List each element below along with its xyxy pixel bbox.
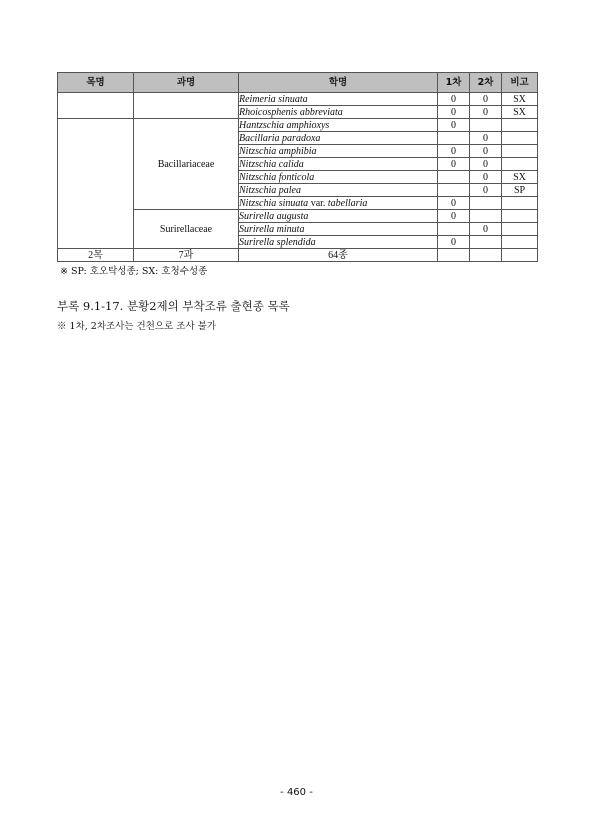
remarks-cell [502,223,538,236]
table-footnote: ※ SP: 호오탁성종; SX: 호청수성종 [60,266,208,277]
second-survey-cell [470,236,502,249]
first-survey-cell: 0 [438,106,470,119]
second-survey-cell: 0 [470,223,502,236]
order-cell [58,93,134,119]
page-number: - 460 - [280,787,313,798]
scientific-name [239,197,438,210]
scientific-name: Nitzschia calida [239,158,438,171]
second-survey-cell: 0 [470,93,502,106]
second-survey-cell: 0 [470,184,502,197]
first-survey-cell: 0 [438,236,470,249]
survey-note: ※ 1차, 2차조사는 건천으로 조사 불가 [57,321,217,332]
first-survey-cell [438,184,470,197]
order-cell [58,119,134,249]
remarks-cell [502,132,538,145]
second-survey-cell: 0 [470,145,502,158]
scientific-name-variety: tabellaria [327,197,368,209]
first-survey-cell [438,171,470,184]
totals-row [58,249,538,262]
header-remarks: 비고 [502,73,538,93]
second-survey-cell: 0 [470,158,502,171]
header-family: 과명 [134,73,239,93]
remarks-cell [502,145,538,158]
second-survey-cell: 0 [470,132,502,145]
second-survey-cell [470,197,502,210]
remarks-cell [502,158,538,171]
first-survey-cell: 0 [438,145,470,158]
remarks-cell [502,210,538,223]
family-cell-surirellaceae: Surirellaceae [134,210,239,249]
scientific-name: Rhoicosphenis abbreviata [239,106,438,119]
table-header-row [58,73,538,93]
remarks-cell [502,236,538,249]
header-first-survey: 1차 [438,73,470,93]
scientific-name: Nitzschia amphibia [239,145,438,158]
total-orders: 2목 [58,249,134,262]
family-cell-bacillariaceae: Bacillariaceae [134,119,239,210]
header-second-survey: 2차 [470,73,502,93]
table-row [58,119,538,132]
second-survey-cell [470,210,502,223]
scientific-name: Surirella minuta [239,223,438,236]
first-survey-cell [438,132,470,145]
table-row [58,93,538,106]
total-remarks [502,249,538,262]
scientific-name: Surirella splendida [239,236,438,249]
scientific-name: Bacillaria paradoxa [239,132,438,145]
remarks-cell: SX [502,93,538,106]
total-families: 7과 [134,249,239,262]
first-survey-cell: 0 [438,93,470,106]
scientific-name: Reimeria sinuata [239,93,438,106]
first-survey-cell: 0 [438,119,470,132]
scientific-name: Surirella augusta [239,210,438,223]
total-first-survey [438,249,470,262]
scientific-name: Hantzschia amphioxys [239,119,438,132]
first-survey-cell: 0 [438,210,470,223]
scientific-name-species: Nitzschia sinuata [239,197,309,209]
family-cell [134,93,239,119]
header-scientific-name: 학명 [239,73,438,93]
total-species: 64종 [239,249,438,262]
total-second-survey [470,249,502,262]
second-survey-cell: 0 [470,106,502,119]
first-survey-cell [438,223,470,236]
second-survey-cell: 0 [470,171,502,184]
scientific-name: Nitzschia palea [239,184,438,197]
first-survey-cell: 0 [438,197,470,210]
remarks-cell: SX [502,106,538,119]
header-order: 목명 [58,73,134,93]
second-survey-cell [470,119,502,132]
remarks-cell: SP [502,184,538,197]
appendix-title: 부록 9.1-17. 분황2제의 부착조류 출현종 목록 [57,299,290,313]
variety-marker: var. [310,197,326,209]
remarks-cell [502,119,538,132]
remarks-cell: SX [502,171,538,184]
species-table [57,72,538,262]
scientific-name: Nitzschia fonticola [239,171,438,184]
remarks-cell [502,197,538,210]
first-survey-cell: 0 [438,158,470,171]
